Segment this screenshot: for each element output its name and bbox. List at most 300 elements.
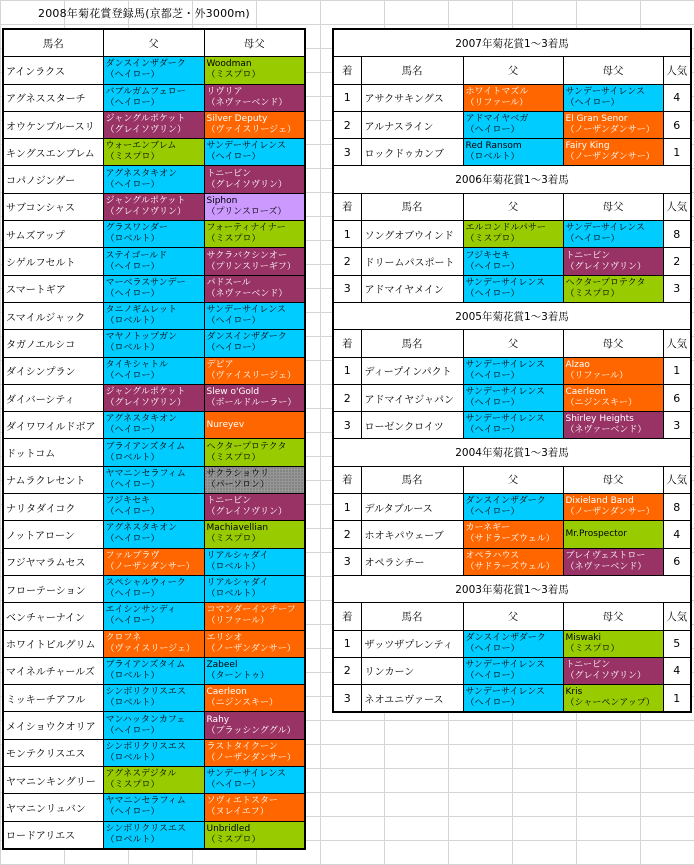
sire-cell <box>463 111 563 138</box>
broodmare-sire-line: （ヘイロー） <box>206 343 261 354</box>
popularity: 4 <box>663 657 691 684</box>
horse-name: キングスエンブレム <box>3 139 103 166</box>
sire-name: ダンスインザダーク <box>105 59 186 70</box>
broodmare-sire-name: トニービン <box>565 659 611 670</box>
sire-name: ジャングルポケット <box>105 195 186 206</box>
header-sire: 父 <box>463 193 563 220</box>
result-row <box>333 657 691 684</box>
broodmare-sire-cell <box>204 685 305 712</box>
horse-name: ネオユニヴァース <box>361 685 463 713</box>
broodmare-sire-cell <box>204 521 305 548</box>
section-title-row <box>333 439 691 466</box>
sire-name: ステイゴールド <box>105 250 168 261</box>
header-rank: 着 <box>333 466 361 493</box>
broodmare-sire-line: （グレイソヴリン） <box>565 261 647 272</box>
table-row <box>3 794 305 821</box>
broodmare-sire-line: （ミスプロ） <box>565 288 620 299</box>
sire-cell <box>103 330 204 357</box>
finish-rank: 3 <box>333 412 361 439</box>
popularity: 1 <box>663 357 691 384</box>
result-row <box>333 111 691 138</box>
broodmare-sire-cell <box>204 330 305 357</box>
table-row <box>3 466 305 493</box>
broodmare-sire-cell <box>204 603 305 630</box>
broodmare-sire-line: （ヘイロー） <box>565 97 620 108</box>
broodmare-sire-name: リアルシャダイ <box>206 550 269 561</box>
sire-cell <box>103 193 204 220</box>
broodmare-sire-line: （ネヴァーベンド） <box>206 97 288 108</box>
header-sire: 父 <box>103 29 204 57</box>
table-row <box>3 139 305 166</box>
sire-name: オペラハウス <box>465 550 520 561</box>
broodmare-sire-cell <box>563 630 663 657</box>
sire-line: （ヘイロー） <box>465 125 520 136</box>
sire-cell <box>103 821 204 849</box>
sire-line: （ヘイロー） <box>105 534 160 545</box>
broodmare-sire-cell <box>204 821 305 849</box>
finish-rank: 2 <box>333 111 361 138</box>
horse-name: アサクサキングス <box>361 84 463 111</box>
popularity: 5 <box>663 630 691 657</box>
registered-horses-body <box>3 29 305 849</box>
broodmare-sire-name: Rahy <box>206 714 230 725</box>
broodmare-sire-name: Nureyev <box>206 419 245 430</box>
broodmare-sire-cell <box>204 412 305 439</box>
broodmare-sire-cell <box>204 275 305 302</box>
sire-line: （ノーザンダンサー） <box>105 561 195 572</box>
broodmare-sire-name: Zabeel <box>206 659 238 670</box>
sire-line: （グレイソヴリン） <box>105 125 187 136</box>
broodmare-sire-line: （ノーザンダンサー） <box>565 125 655 136</box>
header-rank: 着 <box>333 330 361 357</box>
table-row <box>3 767 305 794</box>
table-row <box>3 330 305 357</box>
sire-name: ジャングルポケット <box>105 114 186 125</box>
finish-rank: 1 <box>333 357 361 384</box>
sire-cell <box>103 521 204 548</box>
broodmare-sire-cell <box>204 166 305 193</box>
sire-cell <box>463 357 563 384</box>
sire-cell <box>103 412 204 439</box>
sire-cell <box>103 712 204 739</box>
horse-name: ミッキーチアフル <box>3 685 103 712</box>
horse-name: ザッツザプレンティ <box>361 630 463 657</box>
broodmare-sire-cell <box>204 794 305 821</box>
sire-cell <box>463 248 563 275</box>
section-title-row <box>333 302 691 329</box>
sire-name: シンボリクリスエス <box>105 687 186 698</box>
sire-line: （サドラーズウェル） <box>465 561 555 572</box>
broodmare-sire-cell <box>563 521 663 548</box>
sire-name: マーベラスサンデー <box>105 277 186 288</box>
broodmare-sire-line: （ヴァイスリージェ） <box>206 125 296 136</box>
sire-line: （ロベルト） <box>105 316 160 327</box>
broodmare-sire-line: （ブラッシンググル） <box>206 725 296 736</box>
table-row <box>3 84 305 111</box>
section-title: 2003年菊花賞1〜3着馬 <box>333 575 691 602</box>
sire-cell <box>463 630 563 657</box>
broodmare-sire-name: Siphon <box>206 195 238 206</box>
broodmare-sire-cell <box>563 111 663 138</box>
header-popularity: 人気 <box>663 330 691 357</box>
broodmare-sire-name: デピア <box>206 359 234 370</box>
section-title: 2005年菊花賞1〜3着馬 <box>333 302 691 329</box>
broodmare-sire-cell <box>204 384 305 411</box>
header-sire: 父 <box>463 57 563 84</box>
table-row <box>3 685 305 712</box>
sire-name: クロフネ <box>105 632 142 643</box>
sire-cell <box>103 494 204 521</box>
broodmare-sire-name: トニービン <box>565 250 611 261</box>
header-sire: 父 <box>463 330 563 357</box>
table-row <box>3 412 305 439</box>
horse-name: ダイワワイルドボア <box>3 412 103 439</box>
sire-cell <box>103 221 204 248</box>
broodmare-sire-cell <box>204 139 305 166</box>
broodmare-sire-name: Kris <box>565 687 583 698</box>
past-results-body <box>333 29 691 712</box>
broodmare-sire-cell <box>563 412 663 439</box>
broodmare-sire-line: （リファール） <box>206 616 270 627</box>
sire-line: （ヘイロー） <box>465 261 520 272</box>
broodmare-sire-line: （ボールドルーラー） <box>206 398 297 408</box>
broodmare-sire-line: （ミスプロ） <box>206 70 261 81</box>
sire-cell <box>103 767 204 794</box>
finish-rank: 1 <box>333 630 361 657</box>
broodmare-sire-name: El Gran Senor <box>565 114 628 125</box>
broodmare-sire-line: （プリンスローズ） <box>206 206 287 217</box>
sire-name: サンデーサイレンス <box>465 414 545 425</box>
sire-name: サンデーサイレンス <box>465 359 545 370</box>
broodmare-sire-name: サンデーサイレンス <box>206 305 286 316</box>
broodmare-sire-cell <box>204 111 305 138</box>
broodmare-sire-line: （ターントゥ） <box>206 670 270 681</box>
horse-name: アルナスライン <box>361 111 463 138</box>
sire-line: （ミスプロ） <box>105 152 160 163</box>
sire-line: （ロベルト） <box>105 670 160 681</box>
horse-name: メイショウクオリア <box>3 712 103 739</box>
result-row <box>333 139 691 166</box>
broodmare-sire-cell <box>204 575 305 602</box>
broodmare-sire-cell <box>563 384 663 411</box>
broodmare-sire-cell <box>563 357 663 384</box>
popularity: 6 <box>663 384 691 411</box>
horse-name: リンカーン <box>361 657 463 684</box>
broodmare-sire-name: ブレイヴェストロー <box>565 550 646 561</box>
sire-name: ヤマニンセラフィム <box>105 796 186 807</box>
popularity: 3 <box>663 412 691 439</box>
horse-name: アドマイヤジャパン <box>361 384 463 411</box>
sire-cell <box>103 466 204 493</box>
table-header-row <box>3 29 305 57</box>
finish-rank: 1 <box>333 221 361 248</box>
broodmare-sire-cell <box>563 657 663 684</box>
broodmare-sire-line: （グレイソヴリン） <box>565 670 647 681</box>
table-row <box>3 275 305 302</box>
broodmare-sire-name: ヘクタープロテクタ <box>206 441 287 452</box>
header-horse-name: 馬名 <box>361 466 463 493</box>
horse-name: アインラクス <box>3 57 103 84</box>
section-title-row <box>333 29 691 57</box>
sire-cell <box>463 275 563 302</box>
popularity: 6 <box>663 111 691 138</box>
horse-name: ヤマニンキングリー <box>3 767 103 794</box>
broodmare-sire-line: （ネヴァーベンド） <box>206 288 288 299</box>
sire-line: （ヘイロー） <box>105 807 160 818</box>
sire-name: ブライアンズタイム <box>105 441 186 452</box>
header-horse-name: 馬名 <box>3 29 103 57</box>
finish-rank: 2 <box>333 384 361 411</box>
horse-name: ローゼンクロイツ <box>361 412 463 439</box>
sire-line: （ヘイロー） <box>105 261 160 272</box>
header-popularity: 人気 <box>663 57 691 84</box>
table-row <box>3 302 305 329</box>
horse-name: ホオキパウェーブ <box>361 521 463 548</box>
sire-name: ウォーエンブレム <box>105 141 177 152</box>
broodmare-sire-cell <box>563 221 663 248</box>
sire-name: カーネギー <box>465 523 511 534</box>
result-row <box>333 275 691 302</box>
broodmare-sire-cell <box>204 248 305 275</box>
sire-name: サンデーサイレンス <box>465 387 545 397</box>
header-broodmare-sire: 母父 <box>563 57 663 84</box>
broodmare-sire-name: Unbridled <box>206 823 251 834</box>
finish-rank: 2 <box>333 248 361 275</box>
horse-name: スマイルジャック <box>3 302 103 329</box>
sire-name: サンデーサイレンス <box>465 277 545 288</box>
popularity: 6 <box>663 548 691 575</box>
sire-line: （グレイソヴリン） <box>105 398 187 408</box>
header-rank: 着 <box>333 193 361 220</box>
sire-line: （ロベルト） <box>465 152 520 163</box>
sire-name: ヤマニンセラフィム <box>105 468 186 479</box>
table-row <box>3 494 305 521</box>
broodmare-sire-name: ヘクタープロテクタ <box>565 277 646 288</box>
header-horse-name: 馬名 <box>361 603 463 630</box>
horse-name: スマートギア <box>3 275 103 302</box>
broodmare-sire-line: （リファール） <box>565 370 629 381</box>
horse-name: タガノエルシコ <box>3 330 103 357</box>
popularity: 1 <box>663 139 691 166</box>
finish-rank: 1 <box>333 84 361 111</box>
sire-line: （ヘイロー） <box>105 425 160 436</box>
sire-name: アグネスデジタル <box>105 769 177 780</box>
broodmare-sire-name: トニービン <box>206 168 252 179</box>
horse-name: オペラシチー <box>361 548 463 575</box>
sire-cell <box>103 575 204 602</box>
sire-name: グラスワンダー <box>105 223 168 234</box>
broodmare-sire-line: （ロベルト） <box>206 561 261 572</box>
table-row <box>3 221 305 248</box>
header-popularity: 人気 <box>663 193 691 220</box>
sire-line: （ヘイロー） <box>465 370 520 381</box>
broodmare-sire-name: Shirley Heights <box>565 414 634 425</box>
horse-name: ノットアローン <box>3 521 103 548</box>
sire-cell <box>103 139 204 166</box>
finish-rank: 2 <box>333 521 361 548</box>
finish-rank: 2 <box>333 657 361 684</box>
sire-name: ダンスインザダーク <box>465 496 546 507</box>
finish-rank: 1 <box>333 494 361 521</box>
broodmare-sire-line: （ミスプロ） <box>565 643 620 654</box>
broodmare-sire-name: Fairy King <box>565 141 610 152</box>
result-row <box>333 521 691 548</box>
broodmare-sire-line: （ネヴァーベンド） <box>565 561 647 572</box>
horse-name: フローテーション <box>3 575 103 602</box>
sire-name: アドマイヤベガ <box>465 114 529 125</box>
broodmare-sire-line: （シャーペンアップ） <box>565 698 655 709</box>
finish-rank: 3 <box>333 139 361 166</box>
sire-cell <box>103 548 204 575</box>
sire-name: マンハッタンカフェ <box>105 714 186 725</box>
broodmare-sire-line: （ニジンスキー） <box>565 398 638 408</box>
broodmare-sire-line: （ヌレイエフ） <box>206 807 269 818</box>
horse-name: ソングオブウインド <box>361 221 463 248</box>
sire-line: （グレイソヴリン） <box>105 206 187 217</box>
broodmare-sire-name: エリシオ <box>206 632 243 643</box>
header-popularity: 人気 <box>663 466 691 493</box>
horse-name: アドマイヤメイン <box>361 275 463 302</box>
sire-line: （ヘイロー） <box>105 97 160 108</box>
horse-name: ナリタダイコク <box>3 494 103 521</box>
broodmare-sire-cell <box>204 548 305 575</box>
popularity: 8 <box>663 494 691 521</box>
section-header-row <box>333 466 691 493</box>
sire-name: ダンスインザダーク <box>465 632 546 643</box>
sire-cell <box>463 221 563 248</box>
sire-name: アグネスタキオン <box>105 168 178 179</box>
horse-name: モンテクリスエス <box>3 739 103 766</box>
broodmare-sire-line: （ノーザンダンサー） <box>206 643 296 654</box>
sire-line: （ヘイロー） <box>465 670 520 681</box>
broodmare-sire-cell <box>204 630 305 657</box>
broodmare-sire-cell <box>563 548 663 575</box>
sire-line: （ヘイロー） <box>465 698 520 709</box>
sire-line: （ヘイロー） <box>465 643 520 654</box>
section-title: 2006年菊花賞1〜3着馬 <box>333 166 691 193</box>
broodmare-sire-name: Alzao <box>565 359 590 370</box>
broodmare-sire-line: （グレイソヴリン） <box>206 507 288 518</box>
horse-name: ベンチャーナイン <box>3 603 103 630</box>
table-row <box>3 712 305 739</box>
header-rank: 着 <box>333 57 361 84</box>
sire-cell <box>103 275 204 302</box>
sire-name: Red Ransom <box>465 141 522 152</box>
sire-line: （リファール） <box>465 97 529 108</box>
broodmare-sire-name: トニービン <box>206 496 252 507</box>
broodmare-sire-cell <box>204 221 305 248</box>
broodmare-sire-cell <box>204 657 305 684</box>
sire-line: （ヘイロー） <box>105 589 160 600</box>
sire-line: （ヘイロー） <box>465 398 520 408</box>
sire-line: （ヘイロー） <box>105 507 160 518</box>
broodmare-sire-cell <box>204 193 305 220</box>
sire-line: （ロベルト） <box>105 752 160 763</box>
header-sire: 父 <box>463 603 563 630</box>
sire-name: ファルブラヴ <box>105 550 160 561</box>
sire-name: サンデーサイレンス <box>465 687 545 698</box>
sire-name: シンボリクリスエス <box>105 741 186 752</box>
table-row <box>3 521 305 548</box>
sire-line: （ヘイロー） <box>465 507 520 518</box>
sire-name: アグネスタキオン <box>105 414 178 425</box>
horse-name: ヤマニンリュバン <box>3 794 103 821</box>
broodmare-sire-name: Slew o'Gold <box>206 387 260 397</box>
broodmare-sire-cell <box>563 494 663 521</box>
broodmare-sire-name: リヴリア <box>206 86 243 97</box>
section-header-row <box>333 330 691 357</box>
section-header-row <box>333 193 691 220</box>
horse-name: シゲルフセルト <box>3 248 103 275</box>
header-broodmare-sire: 母父 <box>563 466 663 493</box>
horse-name: ドリームパスポート <box>361 248 463 275</box>
table-row <box>3 111 305 138</box>
sire-name: エイシンサンディ <box>105 605 177 616</box>
broodmare-sire-cell <box>204 302 305 329</box>
broodmare-sire-name: サンデーサイレンス <box>206 769 286 780</box>
finish-rank: 3 <box>333 685 361 713</box>
sire-line: （ヘイロー） <box>465 288 520 299</box>
sire-line: （ヘイロー） <box>465 425 520 436</box>
sire-line: （ロベルト） <box>105 343 160 354</box>
broodmare-sire-name: パドスール <box>206 277 251 288</box>
broodmare-sire-line: （ニジンスキー） <box>206 698 279 709</box>
broodmare-sire-line: （ノーザンダンサー） <box>206 752 296 763</box>
section-header-row <box>333 603 691 630</box>
horse-name: ダイバーシティ <box>3 384 103 411</box>
table-row <box>3 248 305 275</box>
horse-name: ナムラクレセント <box>3 466 103 493</box>
sire-cell <box>463 494 563 521</box>
sire-name: タニノギムレット <box>105 305 177 316</box>
horse-name: コパノジングー <box>3 166 103 193</box>
sire-line: （ヘイロー） <box>105 616 160 627</box>
section-title: 2007年菊花賞1〜3着馬 <box>333 29 691 57</box>
broodmare-sire-line: （ミスプロ） <box>206 534 261 545</box>
horse-name: フジヤマラムセス <box>3 548 103 575</box>
header-broodmare-sire: 母父 <box>563 193 663 220</box>
page-title: 2008年菊花賞登録馬(京都芝・外3000m) <box>38 7 250 20</box>
sire-line: （ヘイロー） <box>105 70 160 81</box>
broodmare-sire-name: サンデーサイレンス <box>565 86 645 97</box>
broodmare-sire-name: サンデーサイレンス <box>565 223 645 234</box>
header-horse-name: 馬名 <box>361 57 463 84</box>
header-horse-name: 馬名 <box>361 193 463 220</box>
popularity: 1 <box>663 685 691 713</box>
table-row <box>3 575 305 602</box>
horse-name: デルタブルース <box>361 494 463 521</box>
popularity: 3 <box>663 275 691 302</box>
broodmare-sire-line: （ネヴァーベンド） <box>565 425 647 436</box>
sire-line: （ロベルト） <box>105 834 160 845</box>
result-row <box>333 548 691 575</box>
horse-name: マイネルチャールズ <box>3 657 103 684</box>
finish-rank: 3 <box>333 275 361 302</box>
result-row <box>333 494 691 521</box>
horse-name: ダイシンプラン <box>3 357 103 384</box>
broodmare-sire-line: （パーソロン） <box>206 479 270 490</box>
broodmare-sire-line: （ミスプロ） <box>206 452 261 463</box>
sire-name: マヤノトップガン <box>105 332 177 343</box>
horse-name: ホワイトピルグリム <box>3 630 103 657</box>
popularity: 4 <box>663 521 691 548</box>
header-broodmare-sire: 母父 <box>563 603 663 630</box>
broodmare-sire-line: （ヴァイスリージェ） <box>206 370 296 381</box>
popularity: 4 <box>663 84 691 111</box>
broodmare-sire-name: Miswaki <box>565 632 602 643</box>
sire-cell <box>463 412 563 439</box>
sire-cell <box>103 603 204 630</box>
